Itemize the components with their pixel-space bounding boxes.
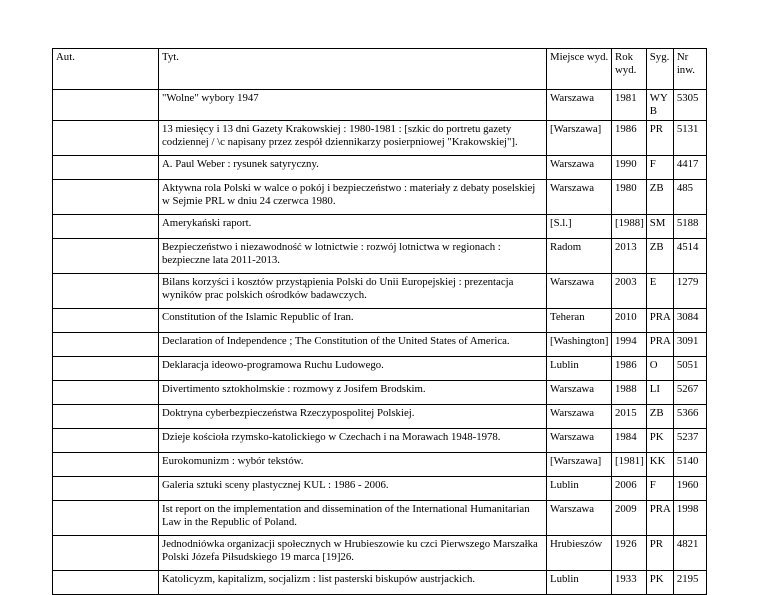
cell-signature: SM — [646, 215, 673, 239]
cell-place: Warszawa — [547, 501, 612, 536]
cell-title: Galeria sztuki sceny plastycznej KUL : 1986 - 2006. — [159, 477, 547, 501]
cell-signature: F — [646, 477, 673, 501]
cell-author — [53, 477, 159, 501]
cell-place: [Warszawa] — [547, 121, 612, 156]
header-inventory-number: Nr inw. — [673, 49, 706, 90]
cell-author — [53, 180, 159, 215]
cell-year: 1988 — [612, 381, 647, 405]
table-row — [53, 274, 707, 309]
cell-author — [53, 501, 159, 536]
cell-inventory-number: 1279 — [673, 274, 706, 309]
table-row — [53, 121, 707, 156]
cell-place: Warszawa — [547, 274, 612, 309]
cell-title: Jednodniówka organizacji społecznych w Hrubieszowie ku czci Pierwszego Marszałka Polski Józefa Piłsudskiego 19 marca [19]26. — [159, 536, 547, 571]
cell-place: Lublin — [547, 477, 612, 501]
cell-signature: WY B — [646, 90, 673, 121]
cell-inventory-number: 1960 — [673, 477, 706, 501]
cell-author — [53, 333, 159, 357]
cell-author — [53, 357, 159, 381]
cell-place: Warszawa — [547, 405, 612, 429]
cell-place: Warszawa — [547, 90, 612, 121]
cell-title: Katolicyzm, kapitalizm, socjalizm : list pasterski biskupów austrjackich. — [159, 571, 547, 595]
cell-place: Warszawa — [547, 156, 612, 180]
catalog-page — [52, 48, 707, 595]
table-row — [53, 477, 707, 501]
table-row — [53, 536, 707, 571]
cell-year: 1980 — [612, 180, 647, 215]
cell-inventory-number: 5131 — [673, 121, 706, 156]
cell-place: Warszawa — [547, 381, 612, 405]
cell-inventory-number: 4821 — [673, 536, 706, 571]
cell-year: 1986 — [612, 357, 647, 381]
table-row — [53, 180, 707, 215]
cell-year: 1990 — [612, 156, 647, 180]
cell-inventory-number: 5267 — [673, 381, 706, 405]
cell-title: Declaration of Independence ; The Constitution of the United States of America. — [159, 333, 547, 357]
table-row — [53, 309, 707, 333]
table-row — [53, 239, 707, 274]
cell-signature: F — [646, 156, 673, 180]
cell-signature: PRA — [646, 333, 673, 357]
cell-author — [53, 121, 159, 156]
cell-title: Deklaracja ideowo-programowa Ruchu Ludowego. — [159, 357, 547, 381]
cell-author — [53, 536, 159, 571]
header-author: Aut. — [53, 49, 159, 90]
cell-inventory-number: 3084 — [673, 309, 706, 333]
cell-title: Bilans korzyści i kosztów przystąpienia Polski do Unii Europejskiej : prezentacja wyników prac polskich ośrodków badawczych. — [159, 274, 547, 309]
cell-signature: PRA — [646, 501, 673, 536]
catalog-table — [52, 48, 707, 595]
cell-author — [53, 571, 159, 595]
cell-year: 1986 — [612, 121, 647, 156]
table-row — [53, 215, 707, 239]
cell-title: Doktryna cyberbezpieczeństwa Rzeczypospolitej Polskiej. — [159, 405, 547, 429]
cell-place: [Warszawa] — [547, 453, 612, 477]
cell-signature: PRA — [646, 309, 673, 333]
cell-author — [53, 215, 159, 239]
cell-place: Teheran — [547, 309, 612, 333]
cell-signature: PR — [646, 536, 673, 571]
table-row — [53, 453, 707, 477]
cell-author — [53, 405, 159, 429]
cell-author — [53, 239, 159, 274]
cell-inventory-number: 5051 — [673, 357, 706, 381]
cell-year: [1988] — [612, 215, 647, 239]
cell-place: Warszawa — [547, 429, 612, 453]
cell-signature: PK — [646, 571, 673, 595]
cell-title: "Wolne" wybory 1947 — [159, 90, 547, 121]
cell-year: 1994 — [612, 333, 647, 357]
cell-title: Divertimento sztokholmskie : rozmowy z Josifem Brodskim. — [159, 381, 547, 405]
cell-place: Lublin — [547, 571, 612, 595]
cell-title: Eurokomunizm : wybór tekstów. — [159, 453, 547, 477]
cell-place: Hrubieszów — [547, 536, 612, 571]
cell-title: 13 miesięcy i 13 dni Gazety Krakowskiej : 1980-1981 : [szkic do portretu gazety codziennej / \c napisany przez zespół dziennikarzy posierpniowej "Krakowskiej"]. — [159, 121, 547, 156]
cell-inventory-number: 5188 — [673, 215, 706, 239]
cell-place: Warszawa — [547, 180, 612, 215]
table-row — [53, 90, 707, 121]
cell-year: 1926 — [612, 536, 647, 571]
cell-author — [53, 453, 159, 477]
cell-year: 1984 — [612, 429, 647, 453]
cell-title: A. Paul Weber : rysunek satyryczny. — [159, 156, 547, 180]
cell-signature: ZB — [646, 239, 673, 274]
cell-inventory-number: 4514 — [673, 239, 706, 274]
table-row — [53, 357, 707, 381]
cell-title: Amerykański raport. — [159, 215, 547, 239]
cell-title: Constitution of the Islamic Republic of Iran. — [159, 309, 547, 333]
table-header-row — [53, 49, 707, 90]
cell-author — [53, 309, 159, 333]
cell-place: Radom — [547, 239, 612, 274]
cell-year: 2006 — [612, 477, 647, 501]
cell-place: [S.l.] — [547, 215, 612, 239]
table-row — [53, 156, 707, 180]
cell-year: 2015 — [612, 405, 647, 429]
cell-signature: E — [646, 274, 673, 309]
cell-signature: PK — [646, 429, 673, 453]
cell-year: 2009 — [612, 501, 647, 536]
cell-title: Aktywna rola Polski w walce o pokój i bezpieczeństwo : materiały z debaty poselskiej w Sejmie PRL w dniu 24 czerwca 1980. — [159, 180, 547, 215]
cell-signature: KK — [646, 453, 673, 477]
header-signature: Syg. — [646, 49, 673, 90]
table-row — [53, 381, 707, 405]
cell-author — [53, 274, 159, 309]
cell-inventory-number: 5237 — [673, 429, 706, 453]
header-place: Miejsce wyd. — [547, 49, 612, 90]
cell-place: [Washington] — [547, 333, 612, 357]
cell-inventory-number: 485 — [673, 180, 706, 215]
cell-title: Ist report on the implementation and dissemination of the International Humanitarian Law in the Republic of Poland. — [159, 501, 547, 536]
cell-year: 1933 — [612, 571, 647, 595]
cell-year: 2010 — [612, 309, 647, 333]
cell-year: 1981 — [612, 90, 647, 121]
cell-inventory-number: 5366 — [673, 405, 706, 429]
cell-author — [53, 156, 159, 180]
cell-place: Lublin — [547, 357, 612, 381]
cell-author — [53, 381, 159, 405]
cell-signature: O — [646, 357, 673, 381]
table-row — [53, 501, 707, 536]
table-row — [53, 571, 707, 595]
table-row — [53, 405, 707, 429]
header-title: Tyt. — [159, 49, 547, 90]
cell-year: 2013 — [612, 239, 647, 274]
cell-inventory-number: 2195 — [673, 571, 706, 595]
cell-signature: ZB — [646, 405, 673, 429]
cell-inventory-number: 5305 — [673, 90, 706, 121]
table-row — [53, 333, 707, 357]
cell-year: 2003 — [612, 274, 647, 309]
table-row — [53, 429, 707, 453]
header-year: Rok wyd. — [612, 49, 647, 90]
cell-inventory-number: 5140 — [673, 453, 706, 477]
cell-title: Bezpieczeństwo i niezawodność w lotnictwie : rozwój lotnictwa w regionach : bezpieczne lata 2011-2013. — [159, 239, 547, 274]
cell-inventory-number: 3091 — [673, 333, 706, 357]
cell-author — [53, 90, 159, 121]
cell-signature: LI — [646, 381, 673, 405]
cell-signature: PR — [646, 121, 673, 156]
cell-author — [53, 429, 159, 453]
cell-title: Dzieje kościoła rzymsko-katolickiego w Czechach i na Morawach 1948-1978. — [159, 429, 547, 453]
cell-signature: ZB — [646, 180, 673, 215]
cell-inventory-number: 4417 — [673, 156, 706, 180]
cell-inventory-number: 1998 — [673, 501, 706, 536]
cell-year: [1981] — [612, 453, 647, 477]
